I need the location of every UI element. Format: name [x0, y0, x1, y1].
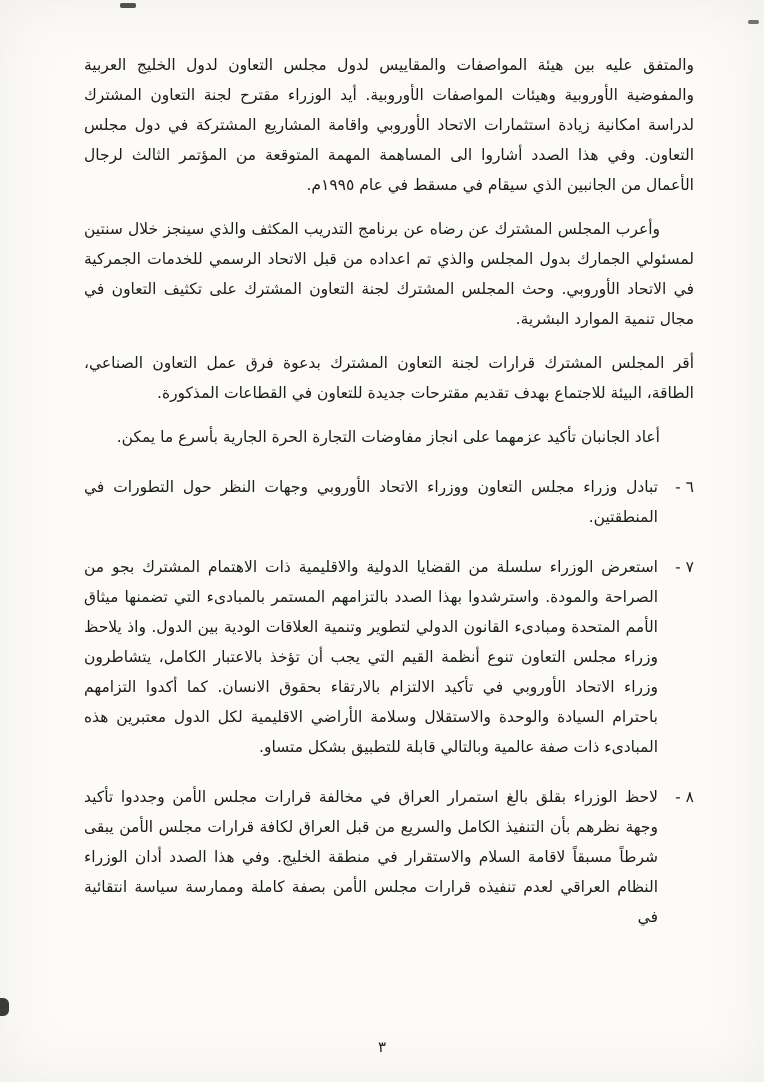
item-number-8: ٨ -	[675, 788, 694, 806]
scan-artifact	[748, 20, 759, 24]
item-text-7: استعرض الوزراء سلسلة من القضايا الدولية والاقليمية ذات الاهتمام المشترك بجو من الصراحة والمودة. واسترشدوا بهذا الصدد بالتزامهم المستمر بالمبادىء التي تضمنها ميثاق الأمم المتحدة ومبادىء القانون الدولي لتطوير وتنمية العلاقات الودية بين الدول. واذ يلاحظ وزراء مجلس التعاون تنوع أنظمة القيم التي يجب أن تؤخذ بالاعتبار الكامل، يتشاطرون وزراء الاتحاد الأوروبي في تأكيد الالتزام بالارتقاء بحقوق الانسان. كما أكدوا التزامهم باحترام السيادة والوحدة والاستقلال وسلامة الأراضي الاقليمية لكل الدول معتبرين هذه المبادىء ذات صفة عالمية وبالتالي قابلة للتطبيق بشكل متساو.	[84, 558, 658, 756]
document-body	[84, 50, 694, 932]
item-number-6: ٦ -	[675, 478, 694, 496]
item-text-6: تبادل وزراء مجلس التعاون ووزراء الاتحاد الأوروبي وجهات النظر حول التطورات في المنطقتين.	[84, 478, 658, 526]
paragraph-1: والمتفق عليه بين هيئة المواصفات والمقاييس لدول مجلس التعاون لدول الخليج العربية والمفوضية الأوروبية وهيئات المواصفات الأوروبية. أيد الوزراء مقترح لجنة التعاون المشترك لدراسة امكانية زيادة استثمارات الاتحاد الأوروبي واقامة المشاريع المشتركة في دول مجلس التعاون. وفي هذا الصدد أشاروا الى المساهمة المهمة المتوقعة من المؤتمر الثالث لرجال الأعمال من الجانبين الذي سيقام في مسقط في عام ١٩٩٥م.	[84, 56, 694, 194]
page-number: ٣	[377, 1038, 387, 1056]
paragraph-4: أعاد الجانبان تأكيد عزمهما على انجاز مفاوضات التجارة الحرة الجارية بأسرع ما يمكن.	[116, 428, 660, 446]
paragraph-3: أقر المجلس المشترك قرارات لجنة التعاون المشترك بدعوة فرق عمل التعاون الصناعي، الطاقة، البيئة للاجتماع بهدف تقديم مقترحات جديدة للتعاون في القطاعات المذكورة.	[84, 354, 694, 402]
paragraph-2: وأعرب المجلس المشترك عن رضاه عن برنامج التدريب المكثف والذي سينجز خلال سنتين لمسئولي الجمارك بدول المجلس والذي تم اعداده من قبل الاتحاد الرسمي للخدمات الجمركية في الاتحاد الأوروبي. وحث المجلس المشترك لجنة التعاون المشترك على تكثيف التعاون في مجال تنمية الموارد البشرية.	[84, 220, 694, 328]
item-number-7: ٧ -	[675, 558, 694, 576]
scan-artifact	[120, 3, 136, 8]
list-item-8	[84, 782, 694, 932]
item-text-8: لاحظ الوزراء بقلق بالغ استمرار العراق في مخالفة قرارات مجلس الأمن وجددوا تأكيد وجهة نظرهم بأن التنفيذ الكامل والسريع من قبل العراق لكافة قرارات مجلس الأمن يبقى شرطاً مسبقاً لاقامة السلام والاستقرار في منطقة الخليج. وفي هذا الصدد أدان الوزراء النظام العراقي لعدم تنفيذه قرارات مجلس الأمن بصفة كاملة وممارسة سياسة انتقائية في	[84, 788, 658, 926]
list-item-7	[84, 552, 694, 762]
scan-artifact	[0, 998, 9, 1016]
list-item-6	[84, 472, 694, 532]
